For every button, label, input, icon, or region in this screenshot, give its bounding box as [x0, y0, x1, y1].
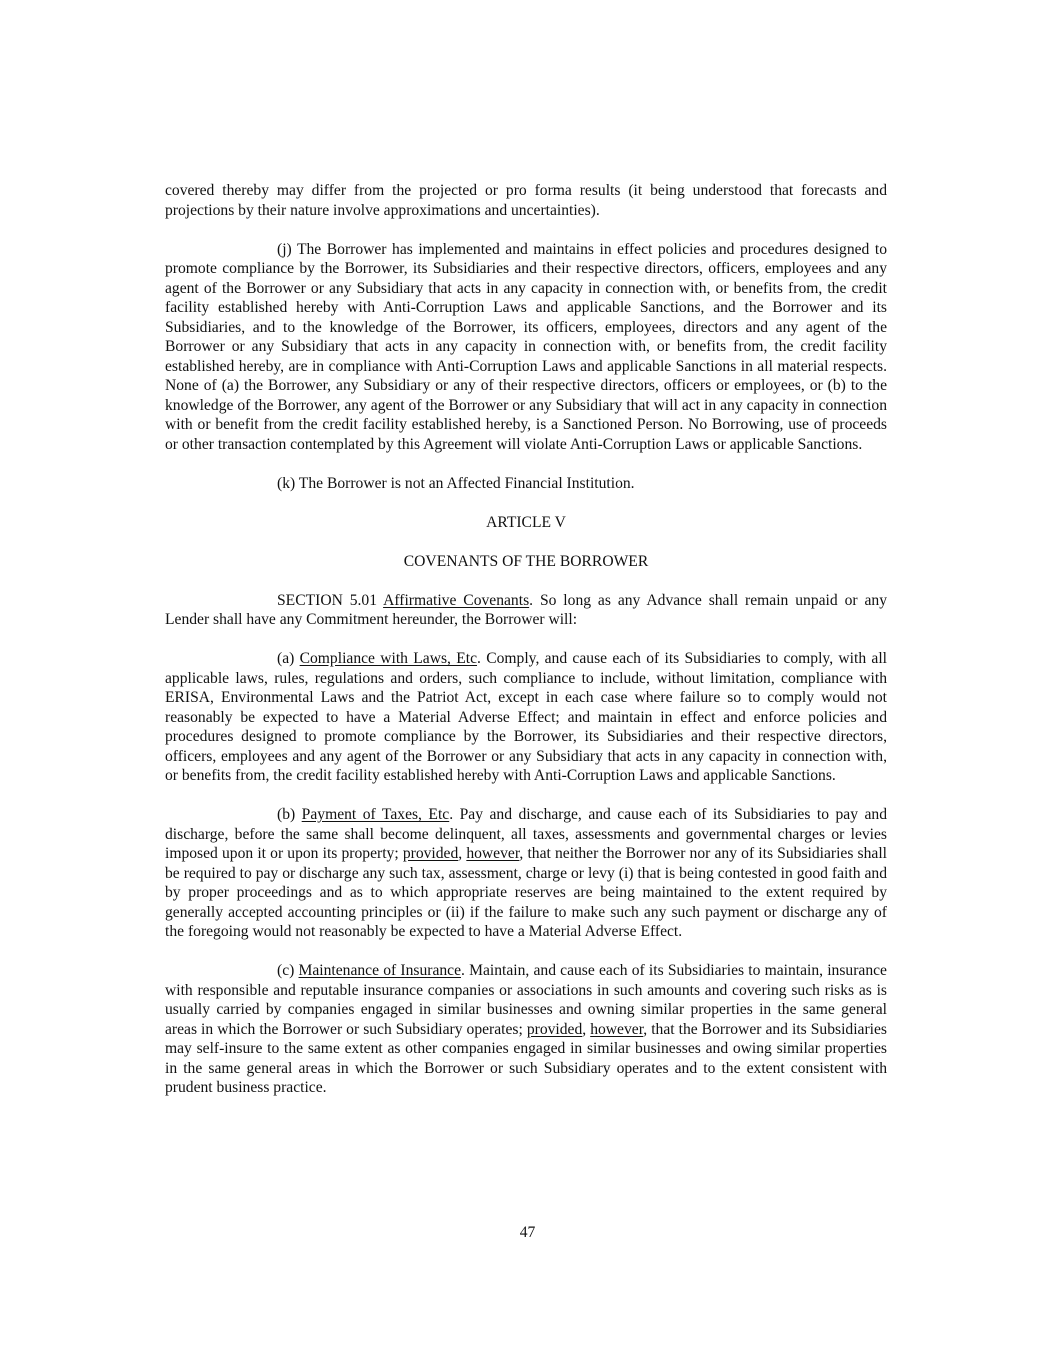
article-number: ARTICLE V	[486, 513, 566, 531]
covenant-a	[165, 649, 887, 786]
covenant-c-title: Maintenance of Insurance	[298, 962, 461, 979]
paragraph-j: (j) The Borrower has implemented and maintains in effect policies and procedures designed to promote compliance by the Borrower, its Subsidiaries and their respective directors, officers, employees and any agent of the Borrower or any Subsidiary that acts in any capacity in connection with, or benefits from, the credit facility established hereby with Anti-Corruption Laws and applicable Sanctions, and the Borrower and its Subsidiaries, and to the knowledge of the Borrower, its officers, employees, directors and any agent of the Borrower or any Subsidiary that acts in any capacity in connection with, or benefits from, the credit facility established hereby, are in compliance with Anti-Corruption Laws and applicable Sanctions in all material respects. None of (a) the Borrower, any Subsidiary or any of their respective directors, officers or employees, or (b) to the knowledge of the Borrower, any agent of the Borrower or any Subsidiary that will act in any capacity in connection with or benefit from the credit facility established hereby, is a Sanctioned Person. No Borrowing, use of proceeds or other transaction contemplated by this Agreement will violate Anti-Corruption Laws or applicable Sanctions.	[165, 240, 887, 453]
covenant-b-comma: ,	[458, 845, 467, 862]
covenant-c-comma: ,	[582, 1020, 591, 1038]
article-title: COVENANTS OF THE BORROWER	[403, 552, 649, 570]
intro-paragraph: covered thereby may differ from the projected or pro forma results (it being understood that forecasts and projections by their nature involve approximations and uncertainties).	[165, 182, 887, 219]
covenant-c-text-1: . Maintain, and cause each of its Subsidiaries to maintain, insurance with responsible and reputable insurance companies or associations in such amounts and covering such risks as is usually carried by companies engaged in similar businesses and owning similar properties in the same general areas in which the Borrower or such Subsidiary operates;	[165, 962, 887, 1038]
covenant-c	[165, 961, 887, 1098]
covenant-b-text-1: . Pay and discharge, and cause each of its Subsidiaries to pay and discharge, before the same shall become delinquent, all taxes, assessments and governmental charges or levies imposed upon it or upon its property;	[165, 806, 887, 862]
covenant-a-title: Compliance with Laws, Etc	[299, 650, 478, 667]
section-title: Affirmative Covenants	[383, 591, 530, 609]
covenant-a-text: . Comply, and cause each of its Subsidiaries to comply, with all applicable laws, rules, regulations and orders, such compliance to include, without limitation, compliance with ERISA, Environmental Laws and the Patriot Act, except in each case where failure so to comply would not reasonably be expected to have a Material Adverse Effect; and maintain in effect and enforce policies and procedures designed to promote compliance by the Borrower, its Subsidiaries and their respective directors, officers, employees and any agent of the Borrower or any Subsidiary that acts in any capacity in connection with, or benefits from, the credit facility established hereby with Anti-Corruption Laws and applicable Sanctions.	[165, 650, 887, 784]
covenant-c-label: (c)	[277, 962, 299, 979]
covenant-c-provided: provided	[526, 1020, 583, 1038]
covenant-b-text-2: , that neither the Borrower nor any of its Subsidiaries shall be required to pay or discharge any such tax, assessment, charge or levy (i) that is being contested in good faith and by proper proceedings and as to which appropriate reserves are being maintained to the extent required by generally accepted accounting principles or (ii) if the failure to make such any such payment or discharge any of the foregoing would not reasonably be expected to have a Material Adverse Effect.	[165, 845, 888, 940]
section-lead: SECTION 5.01	[277, 591, 384, 609]
covenant-b-however: however	[466, 845, 520, 862]
covenant-b-title: Payment of Taxes, Etc	[301, 806, 450, 823]
covenant-b	[165, 805, 887, 942]
document-page	[165, 181, 887, 1117]
page-number: 47	[519, 1224, 536, 1241]
covenant-b-label: (b)	[277, 806, 302, 823]
covenant-b-provided: provided	[402, 845, 459, 862]
paragraph-k: (k) The Borrower is not an Affected Financial Institution.	[277, 474, 635, 492]
covenant-a-label: (a)	[277, 650, 300, 667]
covenant-c-text-2: , that the Borrower and its Subsidiaries may self-insure to the same extent as other companies engaged in similar businesses and owing similar properties in the same general areas in which the Borrower or such Subsidiary operates and to the extent consistent with prudent business practice.	[165, 1020, 887, 1096]
section-text: . So long as any Advance shall remain unpaid or any Lender shall have any Commitment hereunder, the Borrower will:	[165, 591, 887, 628]
covenant-c-however: however	[590, 1020, 644, 1038]
section-5-01	[165, 591, 887, 630]
